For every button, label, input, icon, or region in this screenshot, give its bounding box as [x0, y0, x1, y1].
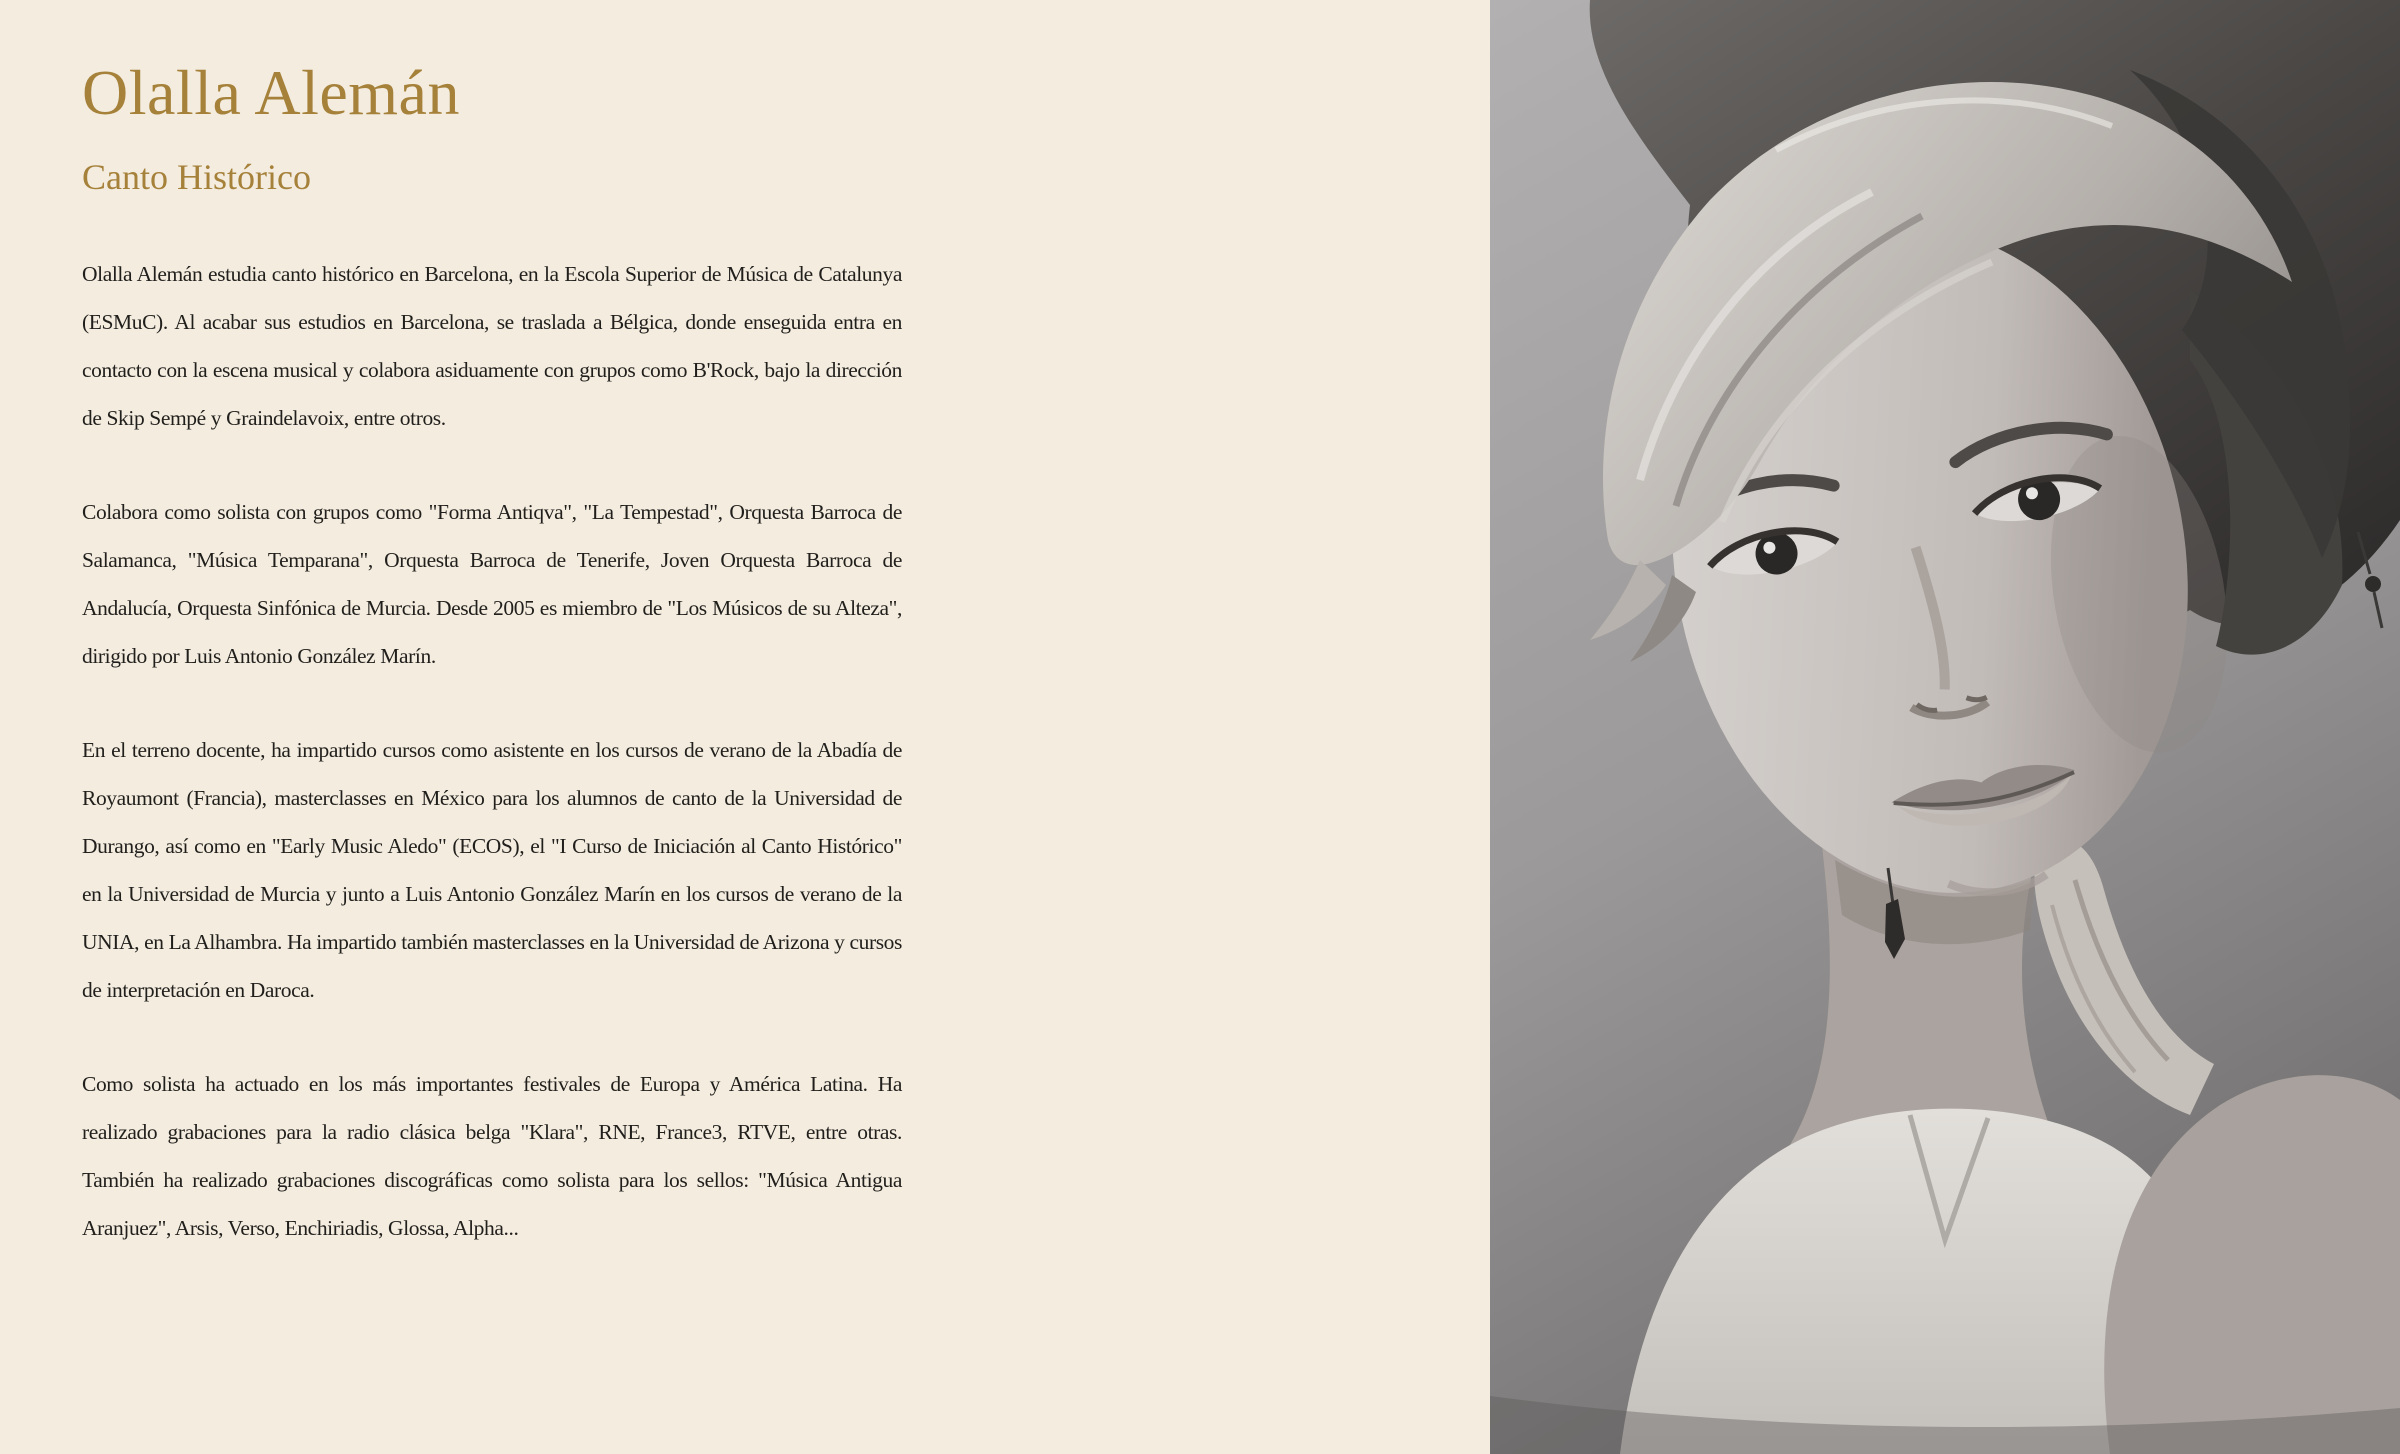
page-subtitle: Canto Histórico — [82, 157, 311, 198]
bio-paragraph-1: Olalla Alemán estudia canto histórico en Barcelona, en la Escola Superior de Música de Catalunya (ESMuC). Al acabar sus estudios en Barcelona, se traslada a Bélgica, donde enseguida entra en contacto con la escena musical y colabora asiduamente con grupos como B'Rock, bajo la dirección de Skip Sempé y Graindelavoix, entre otros. — [82, 261, 902, 430]
portrait-photo — [1490, 0, 2400, 1454]
biography-text — [82, 250, 902, 1252]
bio-paragraph-4: Como solista ha actuado en los más importantes festivales de Europa y América Latina. Ha realizado grabaciones para la radio clásica belga "Klara", RNE, France3, RTVE, entre otras. También ha realizado grabaciones discográficas como solista para los sellos: "Música Antigua Aranjuez", Arsis, Verso, Enchiriadis, Glossa, Alpha... — [82, 1071, 902, 1240]
portrait-illustration — [1490, 0, 2400, 1454]
page-title: Olalla Alemán — [82, 57, 460, 128]
text-column — [82, 58, 902, 1252]
bio-paragraph-2: Colabora como solista con grupos como "Forma Antiqva", "La Tempestad", Orquesta Barroca de Salamanca, "Música Temparana", Orquesta Barroca de Tenerife, Joven Orquesta Barroca de Andalucía, Orquesta Sinfónica de Murcia. Desde 2005 es miembro de "Los Músicos de su Alteza", dirigido por Luis Antonio González Marín. — [82, 499, 902, 668]
earring-drop-right — [2365, 576, 2381, 592]
bio-paragraph-3: En el terreno docente, ha impartido cursos como asistente en los cursos de verano de la Abadía de Royaumont (Francia), masterclasses en México para los alumnos de canto de la Universidad de Durango, así como en "Early Music Aledo" (ECOS), el "I Curso de Iniciación al Canto Histórico" en la Universidad de Murcia y junto a Luis Antonio González Marín en los cursos de verano de la UNIA, en La Alhambra. Ha impartido también masterclasses en la Universidad de Arizona y cursos de interpretación en Daroca. — [82, 737, 902, 1002]
